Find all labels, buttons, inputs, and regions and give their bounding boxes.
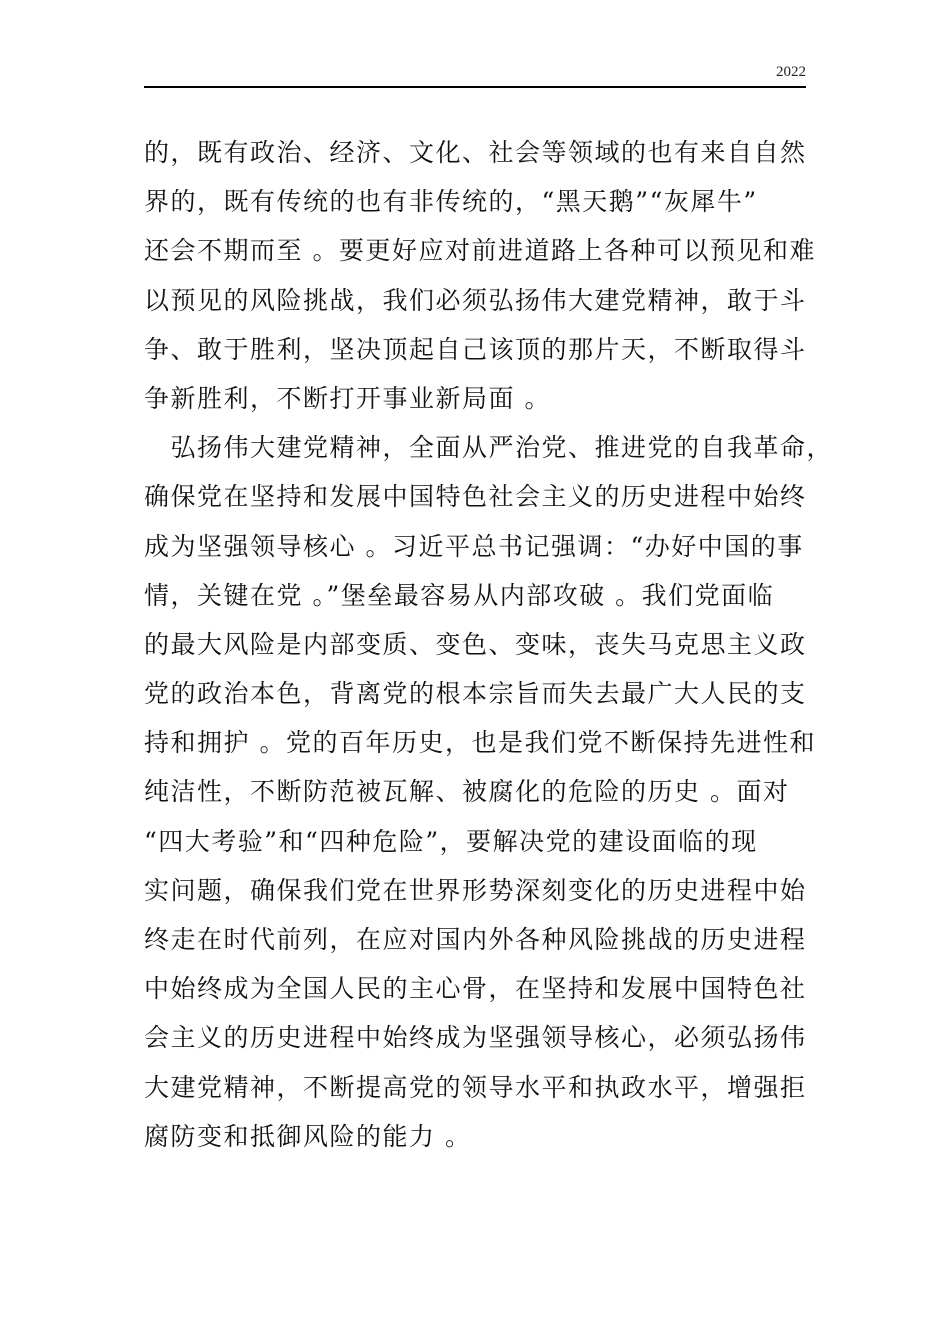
text-line: 会主义的历史进程中始终成为坚强领导核心，必须弘扬伟: [144, 1023, 807, 1053]
text-line: 争、敢于胜利，坚决顶起自己该顶的那片天，不断取得斗: [144, 334, 807, 364]
body-text: [144, 130, 834, 1163]
text-line: 的最大风险是内部变质、变色、变味，丧失马克思主义政: [144, 629, 807, 659]
text-line: 争新胜利，不断打开事业新局面 。: [144, 383, 551, 413]
text-line: 腐防变和抵御风险的能力 。: [144, 1121, 472, 1151]
text-line: “四大考验”和“四种危险”，要解决党的建设面临的现: [144, 826, 758, 856]
text-line: 中始终成为全国人民的主心骨，在坚持和发展中国特色社: [144, 974, 807, 1004]
text-line: 的，既有政治、经济、文化、社会等领域的也有来自自然: [144, 138, 807, 167]
text-line: 持和拥护 。党的百年历史，也是我们党不断保持先进性和: [144, 728, 816, 758]
text-line: 成为坚强领导核心 。习近平总书记强调：“办好中国的事: [144, 531, 804, 561]
text-line: 弘扬伟大建党精神，全面从严治党、推进党的自我革命，: [144, 433, 834, 463]
text-line: 纯洁性，不断防范被瓦解、被腐化的危险的历史 。面对: [144, 777, 790, 807]
text-line: 以预见的风险挑战，我们必须弘扬伟大建党精神，敢于斗: [144, 285, 807, 315]
text-line: 大建党精神，不断提高党的领导水平和执政水平，增强拒: [144, 1072, 807, 1102]
text-line: 界的，既有传统的也有非传统的，“黑天鹅”“灰犀牛”: [144, 187, 758, 217]
header-rule: [144, 86, 806, 88]
text-line: 党的政治本色，背离党的根本宗旨而失去最广大人民的支: [144, 679, 807, 709]
text-line: 确保党在坚持和发展中国特色社会主义的历史进程中始终: [144, 482, 807, 512]
header-year: 2022: [776, 64, 806, 80]
text-line: 情，关键在党 。”堡垒最容易从内部攻破 。我们党面临: [144, 580, 775, 610]
text-line: 还会不期而至 。要更好应对前进道路上各种可以预见和难: [144, 236, 816, 266]
text-line: 终走在时代前列，在应对国内外各种风险挑战的历史进程: [144, 925, 807, 954]
text-line: 实问题，确保我们党在世界形势深刻变化的历史进程中始: [144, 875, 807, 905]
